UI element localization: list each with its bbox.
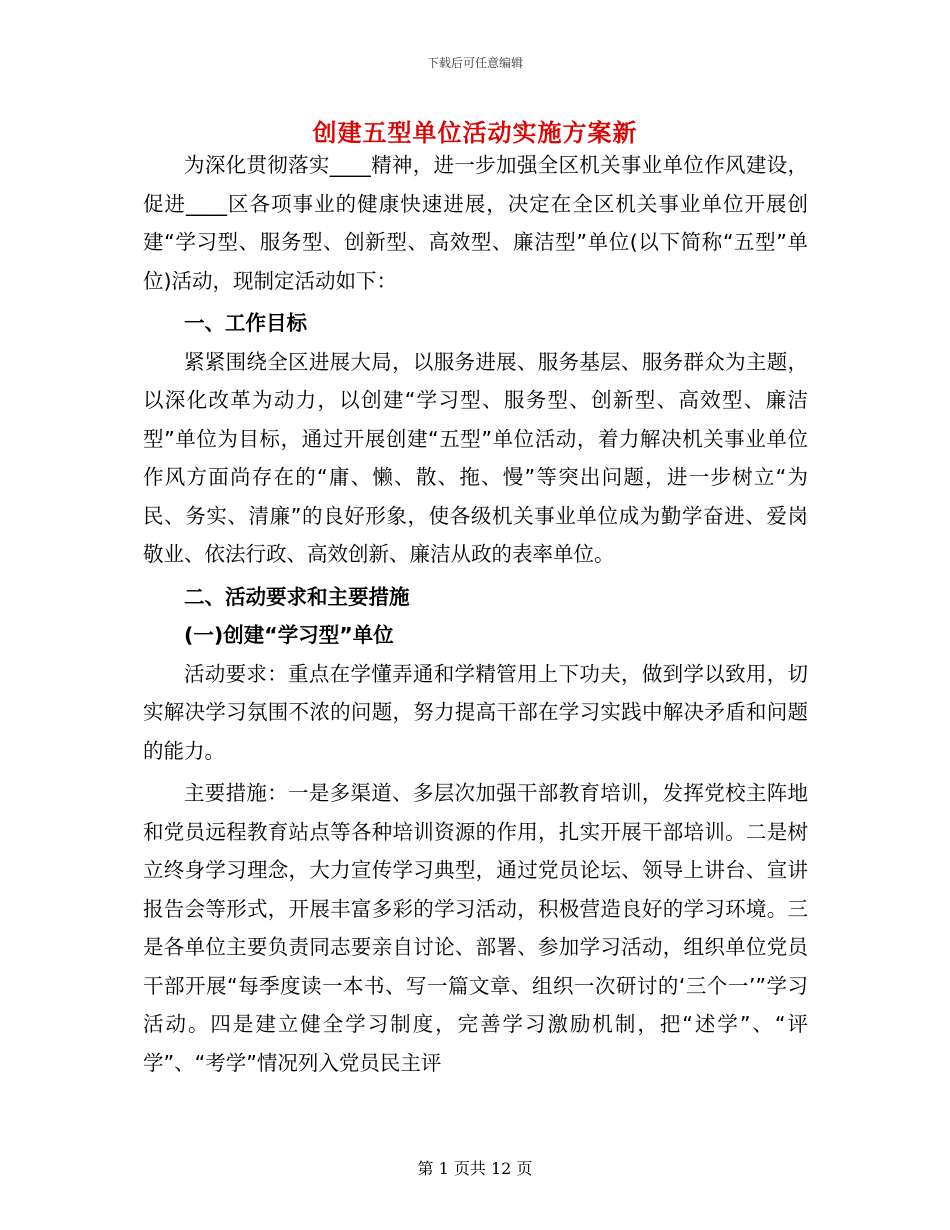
page-footer: 第 1 页共 12 页 (417, 1159, 533, 1178)
section-heading-2: 二、活动要求和主要措施 (184, 584, 410, 609)
goal-paragraph: 紧紧围绕全区进展大局，以服务进展、服务基层、服务群众为主题，以深化改革为动力，以创建“学习型、服务型、创新型、高效型、廉洁型”单位为目标，通过开展创建“五型”单位活动，着力解决机关事业单位作风方面尚存在的“庸、懒、散、拖、慢”等突出问题，进一步树立“为民、务实、清廉”的良好形象，使各级机关事业单位成为勤学奋进、爱岗敬业、依法行政、高效创新、廉洁从政的表率单位。 (143, 349, 808, 566)
intro-paragraph: 为深化贯彻落实____精神，进一步加强全区机关事业单位作风建设，促进____区各项事业的健康快速进展，决定在全区机关事业单位开展创建“学习型、服务型、创新型、高效型、廉洁型”单位(以下简称“五型”单位)活动，现制定活动如下： (143, 153, 808, 293)
document-body (143, 146, 808, 1082)
section-heading-1: 一、工作目标 (184, 311, 307, 335)
subsection-heading-1: (一)创建“学习型”单位 (184, 623, 394, 647)
measures-paragraph: 主要措施：一是多渠道、多层次加强干部教育培训，发挥党校主阵地和党员远程教育站点等各种培训资源的作用，扎实开展干部培训。二是树立终身学习理念，大力宣传学习典型，通过党员论坛、领导上讲台、宣讲报告会等形式，开展丰富多彩的学习活动，积极营造良好的学习环境。三是各单位主要负责同志要亲自讨论、部署、参加学习活动，组织单位党员干部开展“每季度读一本书、写一篇文章、组织一次研讨的‘三个一’”学习活动。四是建立健全学习制度，完善学习激励机制，把“述学”、“评学”、“考学”情况列入党员民主评 (143, 781, 808, 1075)
document-title: 创建五型单位活动实施方案新 (312, 119, 638, 147)
page-header: 下载后可任意编辑 (426, 56, 523, 70)
requirement-paragraph: 活动要求：重点在学懂弄通和学精管用上下功夫，做到学以致用，切实解决学习氛围不浓的问题，努力提高干部在学习实践中解决矛盾和问题的能力。 (143, 661, 808, 763)
